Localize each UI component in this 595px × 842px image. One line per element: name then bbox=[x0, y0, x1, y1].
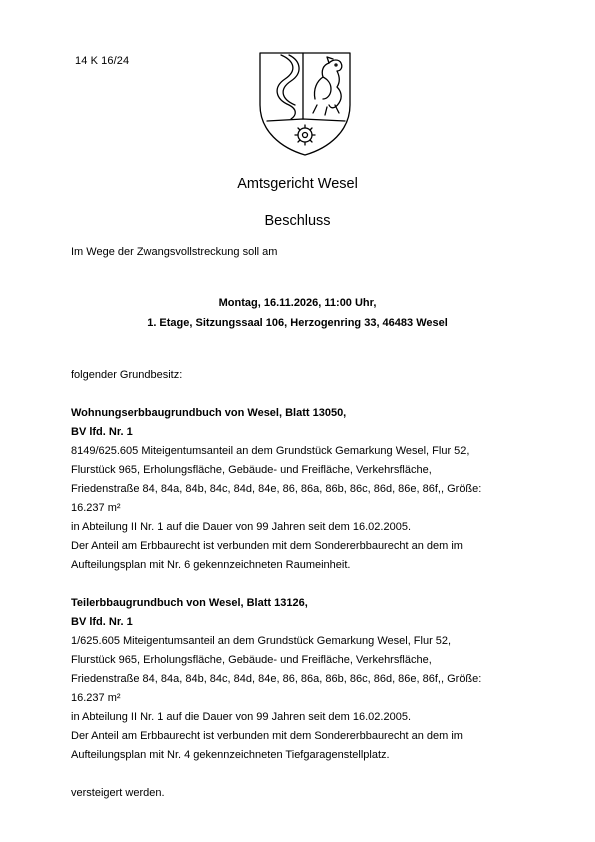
property-line: in Abteilung II Nr. 1 auf die Dauer von 99 Jahren seit dem 16.02.2005. bbox=[71, 521, 412, 533]
property-register: Wohnungserbbaugrundbuch von Wesel, Blatt 13050, bbox=[71, 407, 347, 419]
property-line: Aufteilungsplan mit Nr. 4 gekennzeichneten Tiefgaragenstellplatz. bbox=[71, 749, 390, 761]
property-section bbox=[71, 366, 541, 803]
property-line: 1/625.605 Miteigentumsanteil an dem Grundstück Gemarkung Wesel, Flur 52, bbox=[71, 635, 452, 647]
property-line: 16.237 m² bbox=[71, 692, 121, 704]
property-line: Aufteilungsplan mit Nr. 6 gekennzeichneten Raumeinheit. bbox=[71, 559, 351, 571]
auction-date: Montag, 16.11.2026, 11:00 Uhr, bbox=[218, 297, 377, 309]
property-line: Flurstück 965, Erholungsfläche, Gebäude- und Freifläche, Verkehrsfläche, bbox=[71, 654, 432, 666]
intro-text: Im Wege der Zwangsvollstreckung soll am bbox=[71, 246, 278, 258]
property-line: Der Anteil am Erbbaurecht ist verbunden mit dem Sondererbbaurecht an dem im bbox=[71, 540, 463, 552]
property-line: 16.237 m² bbox=[71, 502, 121, 514]
property-line: 8149/625.605 Miteigentumsanteil an dem Grundstück Gemarkung Wesel, Flur 52, bbox=[71, 445, 470, 457]
property-intro: folgender Grundbesitz: bbox=[71, 369, 183, 381]
property-register: Teilerbbaugrundbuch von Wesel, Blatt 13126, bbox=[71, 597, 308, 609]
file-reference: 14 K 16/24 bbox=[75, 55, 130, 67]
auction-location: 1. Etage, Sitzungssaal 106, Herzogenring 33, 46483 Wesel bbox=[147, 317, 448, 329]
court-name: Amtsgericht Wesel bbox=[237, 176, 358, 192]
nrw-coat-of-arms-icon bbox=[257, 47, 353, 159]
document-title: Beschluss bbox=[264, 213, 331, 229]
property-line: Friedenstraße 84, 84a, 84b, 84c, 84d, 84e, 86, 86a, 86b, 86c, 86d, 86e, 86f,, Größe: bbox=[71, 483, 482, 495]
property-bv-number: BV lfd. Nr. 1 bbox=[71, 616, 133, 628]
property-line: Der Anteil am Erbbaurecht ist verbunden mit dem Sondererbbaurecht an dem im bbox=[71, 730, 463, 742]
property-line: Friedenstraße 84, 84a, 84b, 84c, 84d, 84e, 86, 86a, 86b, 86c, 86d, 86e, 86f,, Größe: bbox=[71, 673, 482, 685]
property-line: in Abteilung II Nr. 1 auf die Dauer von 99 Jahren seit dem 16.02.2005. bbox=[71, 711, 412, 723]
property-line: Flurstück 965, Erholungsfläche, Gebäude- und Freifläche, Verkehrsfläche, bbox=[71, 464, 432, 476]
property-bv-number: BV lfd. Nr. 1 bbox=[71, 426, 133, 438]
closing-text: versteigert werden. bbox=[71, 787, 165, 799]
